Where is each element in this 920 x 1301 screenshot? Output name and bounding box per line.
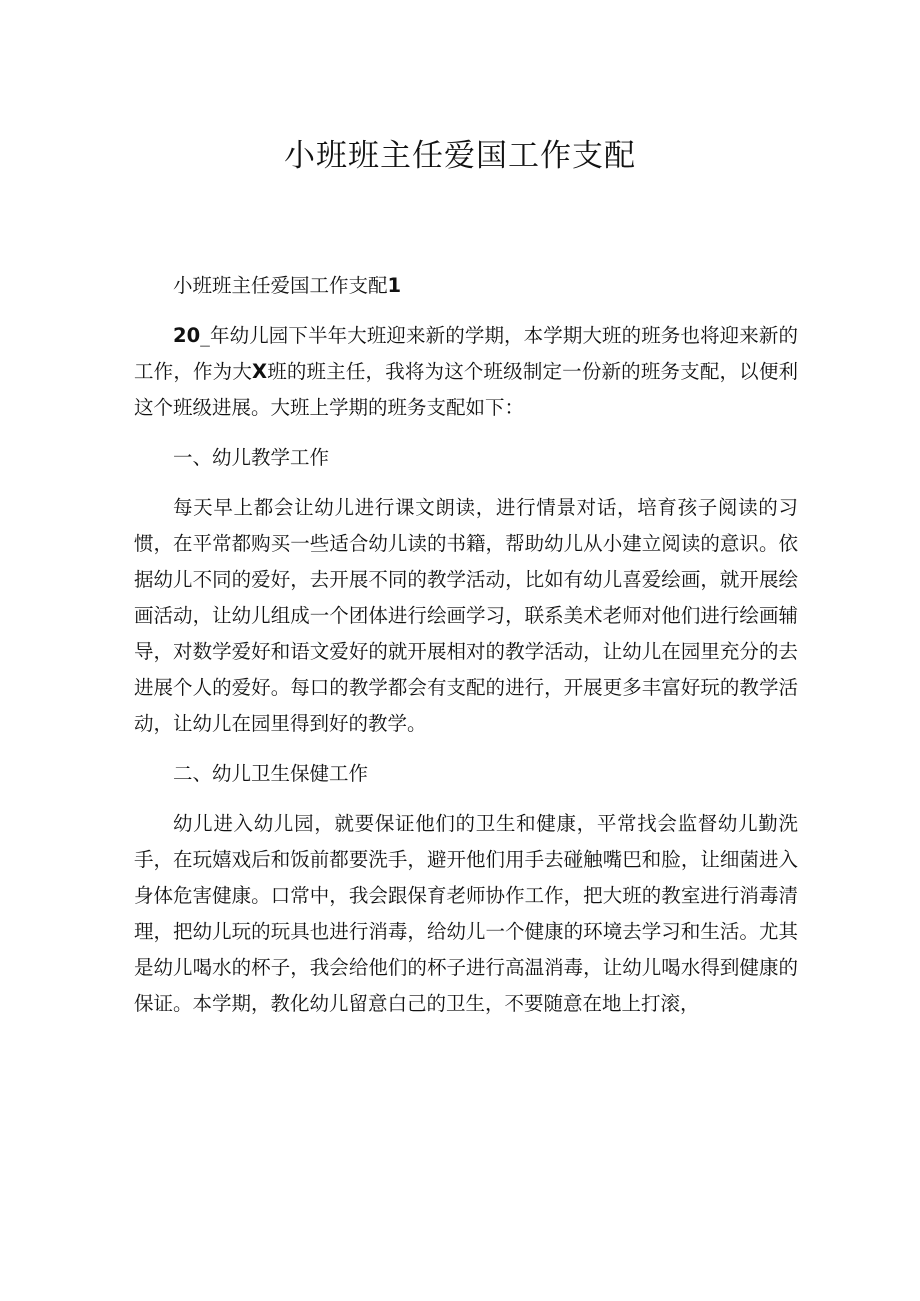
section-body-hygiene: 幼儿进入幼儿园，就要保证他们的卫生和健康，平常找会监督幼儿勤洗手，在玩嬉戏后和饭前都要洗手，避开他们用手去碰触嘴巴和脸，让细菌进入身体危害健康。口常中，我会跟保育老师协作工作，把大班的教室进行消毒清理，把幼儿玩的玩具也进行消毒，给幼儿一个健康的环境去学习和生活。尤其是幼儿喝水的杯子，我会给他们的杯子进行高温消毒，让幼儿喝水得到健康的保证。本学期，教化幼儿留意白己的卫生，不要随意在地上打滚， — [134, 812, 798, 1015]
subtitle-text: 小班班主任爱国工作支配 — [173, 274, 388, 297]
section-heading-teaching: 一、幼儿教学工作 — [173, 446, 330, 469]
subtitle-number: 1 — [387, 274, 402, 297]
section-heading-hygiene: 二、幼儿卫生保健工作 — [173, 762, 369, 785]
document-title: 小班班主任爱国工作支配 — [284, 138, 636, 174]
intro-text-a: _年幼儿园下半年大班迎来新的学期，本学期大班的班务也将迎来新的工作，作为大 — [134, 324, 798, 383]
intro-text-b: 班的班主任，我将为这个班级制定一份新的班务支配，以便利这个班级进展。大班上学期的班务支配如下： — [134, 360, 798, 419]
section-subtitle — [134, 268, 798, 304]
intro-year: 20 — [173, 324, 201, 347]
intro-paragraph — [134, 318, 798, 426]
document-body — [134, 268, 798, 1022]
section-body-teaching: 每天早上都会让幼儿进行课文朗读，进行情景对话，培育孩子阅读的习惯，在平常都购买一些适合幼儿读的书籍，帮助幼儿从小建立阅读的意识。依据幼儿不同的爱好，去开展不同的教学活动，比如有幼儿喜爱绘画，就开展绘画活动，让幼儿组成一个团体进行绘画学习，联系美术老师对他们进行绘画辅导，对数学爱好和语文爱好的就开展相对的教学活动，让幼儿在园里充分的去进展个人的爱好。每口的教学都会有支配的进行，开展更多丰富好玩的教学活动，让幼儿在园里得到好的教学。 — [134, 496, 798, 735]
intro-class-x: X — [252, 360, 268, 383]
